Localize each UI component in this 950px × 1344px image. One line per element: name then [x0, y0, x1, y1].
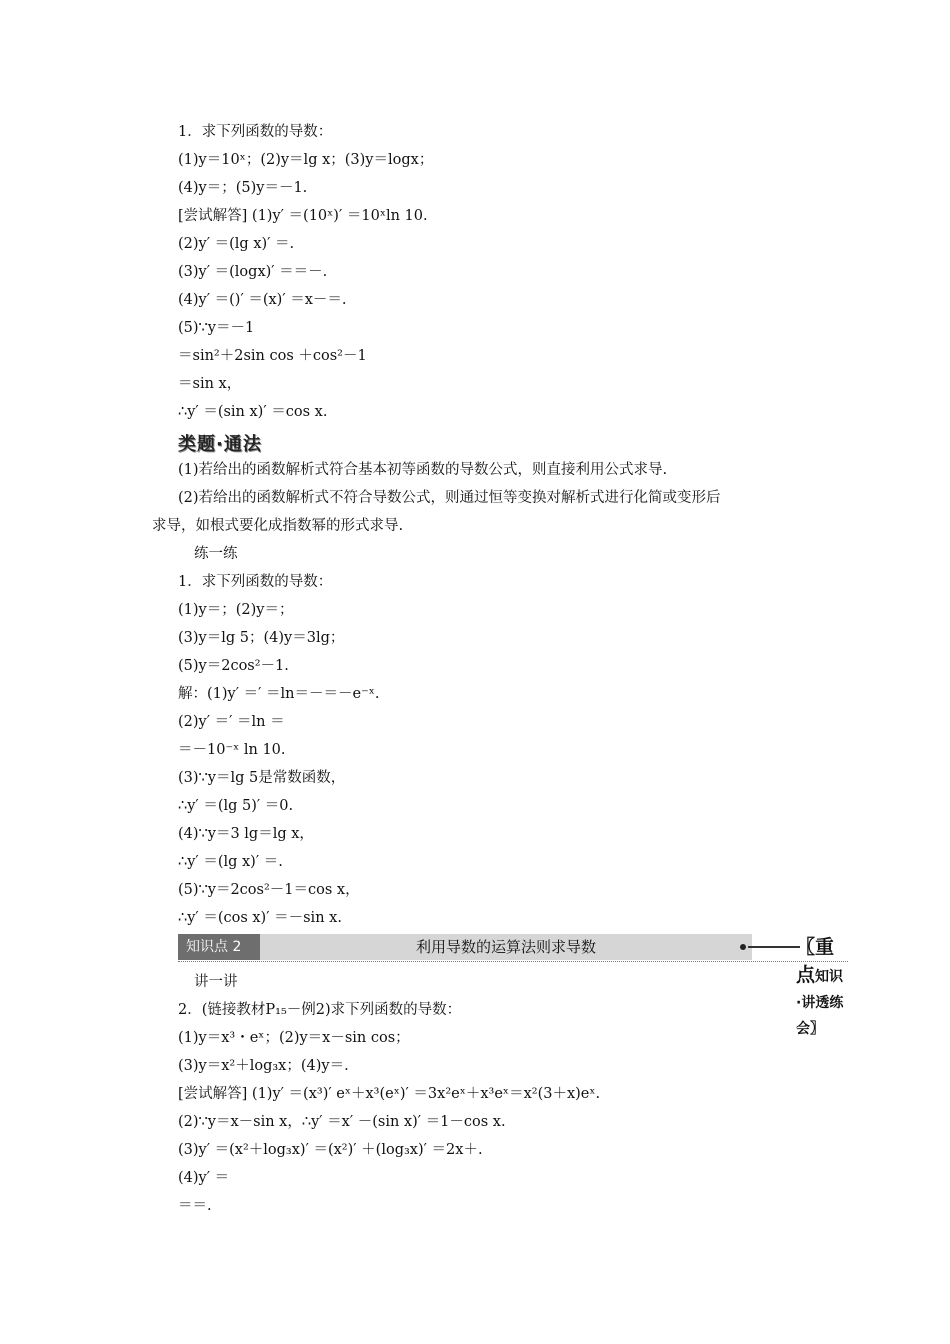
- solution-line: [尝试解答] (1)y′ ＝(10ˣ)′ ＝10ˣln 10.: [178, 208, 428, 224]
- banner-tag: [796, 934, 848, 1037]
- problem-2-line: ＝＝.: [178, 1198, 212, 1214]
- lecture-label: 讲一讲: [194, 974, 238, 990]
- practice-line: ＝－10⁻ˣ ln 10.: [178, 742, 286, 758]
- practice-line: ∴y′ ＝(lg 5)′ ＝0.: [178, 798, 294, 814]
- knowledge-point-label: 知识点 2: [178, 934, 260, 960]
- practice-line: ∴y′ ＝(lg x)′ ＝.: [178, 854, 283, 870]
- practice-line: (2)y′ ＝′ ＝ln ＝: [178, 714, 285, 730]
- banner-tag-small: 知识·讲透练会〗: [796, 969, 844, 1037]
- practice-line: 解：(1)y′ ＝′ ＝ln＝－＝－e⁻ˣ.: [178, 686, 380, 702]
- practice-line: (4)∵y＝3 lg＝lg x，: [178, 826, 314, 842]
- problem-2-line: [尝试解答] (1)y′ ＝(x³)′ eˣ＋x³(eˣ)′ ＝3x²eˣ＋x³eˣ＝x²(3＋x)eˣ.: [178, 1086, 601, 1102]
- problem-1-items-a: (1)y＝10ˣ；(2)y＝lg x；(3)y＝logx；: [178, 152, 434, 168]
- knowledge-point-title: 利用导数的运算法则求导数: [260, 934, 752, 960]
- method-paragraph-2-cont: 求导，如根式要化成指数幂的形式求导.: [152, 518, 404, 534]
- method-paragraph-1: (1)若给出的函数解析式符合基本初等函数的导数公式，则直接利用公式求导.: [178, 462, 668, 478]
- practice-line: (3)∵y＝lg 5是常数函数，: [178, 770, 346, 786]
- problem-2-line: (4)y′ ＝: [178, 1170, 230, 1186]
- practice-line: ∴y′ ＝(cos x)′ ＝－sin x.: [178, 910, 342, 926]
- solution-line: (4)y′ ＝()′ ＝(x)′ ＝x－＝.: [178, 292, 347, 308]
- problem-2-line: (3)y＝x²＋log₃x；(4)y＝.: [178, 1058, 349, 1074]
- solution-line: (5)∵y＝－1: [178, 320, 255, 336]
- dotted-divider: [178, 961, 848, 962]
- practice-line: (3)y＝lg 5；(4)y＝3lg；: [178, 630, 345, 646]
- bullet-dot: [740, 944, 746, 950]
- banner-tag-big: 〖重点: [796, 936, 835, 986]
- practice-line: (1)y＝；(2)y＝；: [178, 602, 294, 618]
- solution-line: ∴y′ ＝(sin x)′ ＝cos x.: [178, 404, 328, 420]
- problem-2-line: (2)∵y＝x－sin x，∴y′ ＝x′ －(sin x)′ ＝1－cos x.: [178, 1114, 506, 1130]
- problem-2-line: (3)y′ ＝(x²＋log₃x)′ ＝(x²)′ ＋(log₃x)′ ＝2x＋.: [178, 1142, 483, 1158]
- problem-1-heading: 1．求下列函数的导数：: [178, 124, 333, 140]
- solution-line: ＝sin²＋2sin cos ＋cos²－1: [178, 348, 367, 364]
- solution-line: ＝sin x，: [178, 376, 242, 392]
- practice-line: (5)y＝2cos²－1.: [178, 658, 289, 674]
- solution-line: (2)y′ ＝(lg x)′ ＝.: [178, 236, 295, 252]
- problem-2-line: (1)y＝x³・eˣ；(2)y＝x－sin cos；: [178, 1030, 410, 1046]
- problem-2-heading: 2．(链接教材P₁₅－例2)求下列函数的导数：: [178, 1002, 462, 1018]
- method-paragraph-2: (2)若给出的函数解析式不符合导数公式，则通过恒等变换对解析式进行化简或变形后: [178, 490, 721, 506]
- practice-heading: 1．求下列函数的导数：: [178, 574, 333, 590]
- practice-line: (5)∵y＝2cos²－1＝cos x，: [178, 882, 360, 898]
- section-title: 类题·通法: [178, 434, 262, 455]
- problem-1-items-b: (4)y＝；(5)y＝－1.: [178, 180, 308, 196]
- solution-line: (3)y′ ＝(logx)′ ＝＝－.: [178, 264, 328, 280]
- banner-rule: [748, 946, 800, 948]
- practice-label: 练一练: [194, 546, 238, 562]
